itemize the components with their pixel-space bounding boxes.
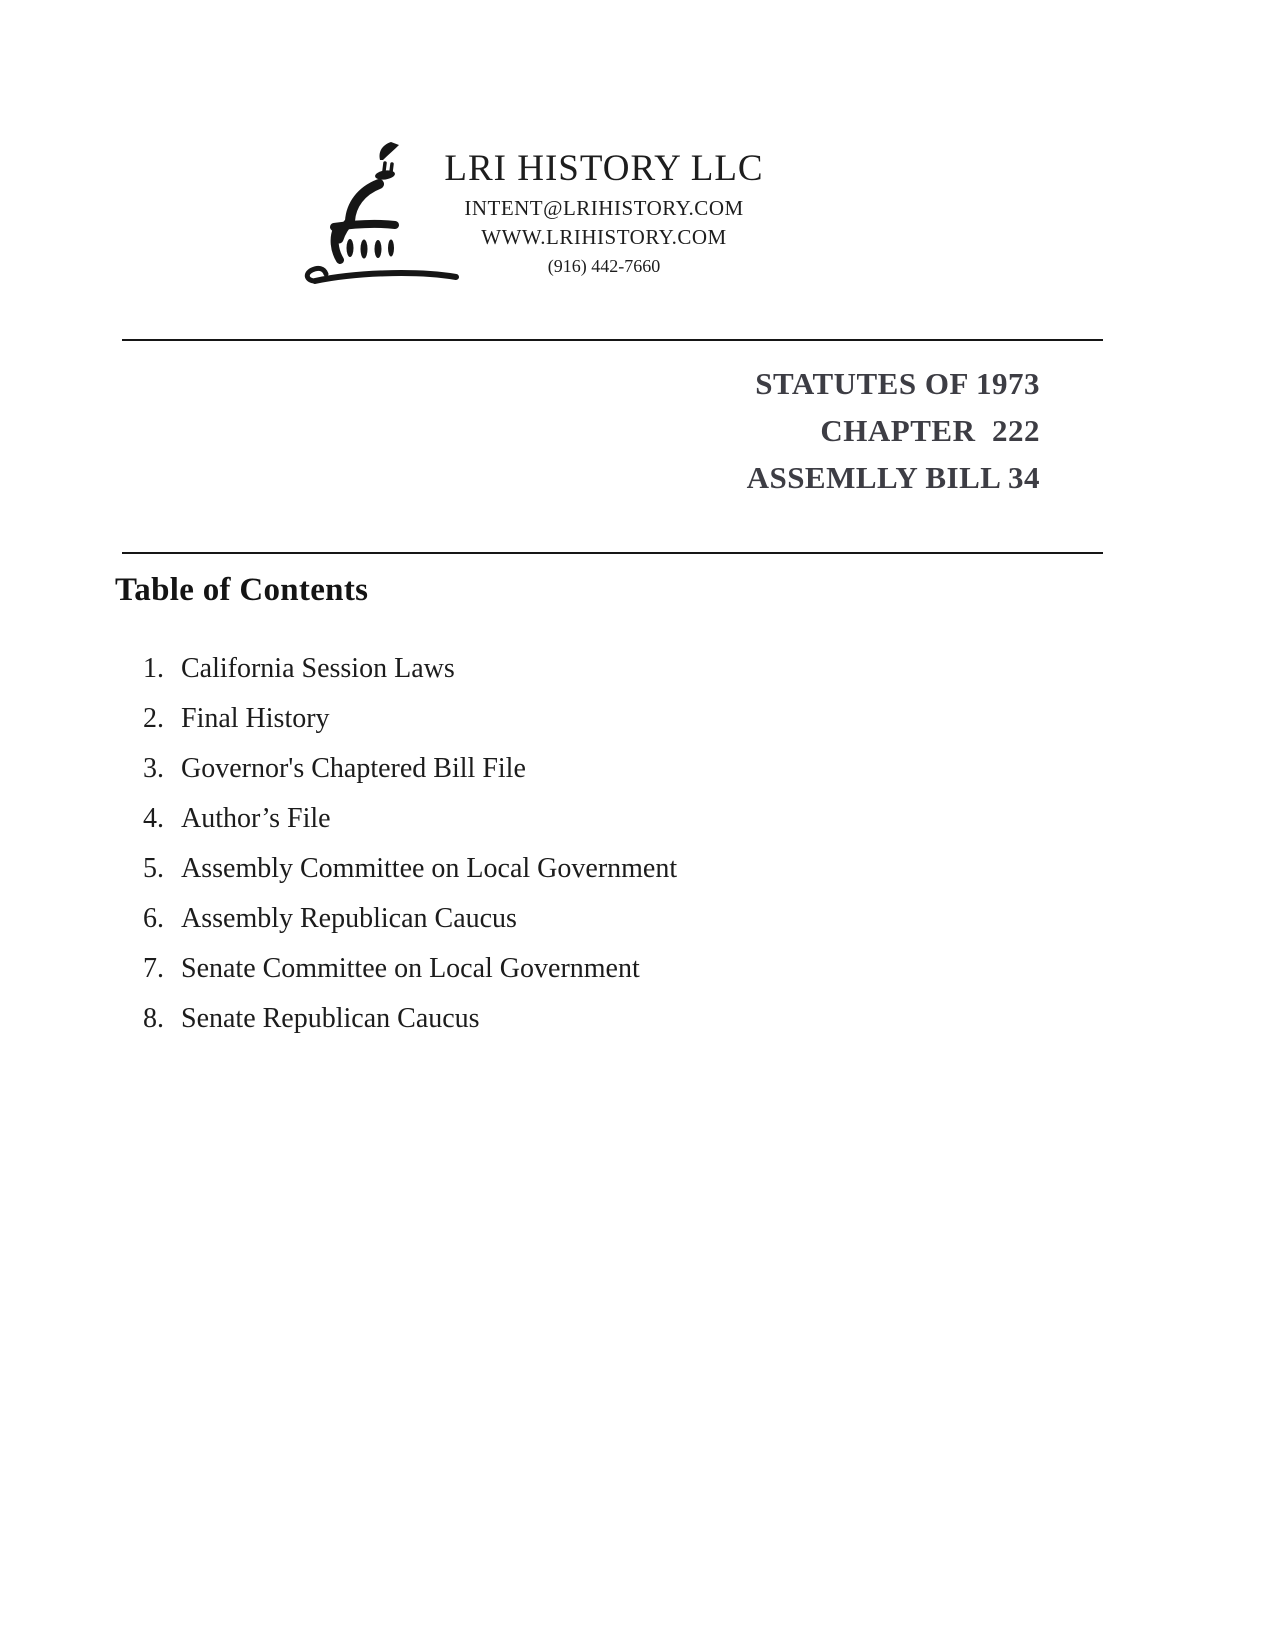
bill-reference bbox=[747, 360, 1040, 501]
toc-item-label: California Session Laws bbox=[181, 653, 455, 684]
toc-item-label: Author’s File bbox=[181, 803, 331, 834]
toc-item-3 bbox=[143, 752, 677, 785]
company-name: LRI HISTORY LLC bbox=[444, 148, 764, 189]
toc-item-number: 1. bbox=[143, 653, 164, 684]
contact-website: WWW.LRIHISTORY.COM bbox=[481, 225, 727, 249]
toc-item-6 bbox=[143, 902, 677, 935]
bill-reference-chapter: CHAPTER 222 bbox=[820, 413, 1040, 448]
toc-item-label: Senate Committee on Local Government bbox=[181, 953, 640, 984]
toc-item-number: 5. bbox=[143, 853, 164, 884]
toc-item-label: Assembly Committee on Local Government bbox=[181, 853, 678, 884]
toc-heading: Table of Contents bbox=[115, 572, 369, 608]
bill-reference-assembly-bill: ASSEMLLY BILL 34 bbox=[746, 460, 1040, 495]
toc-list bbox=[143, 652, 677, 1052]
toc-item-label: Senate Republican Caucus bbox=[181, 1003, 480, 1034]
contact-email: INTENT@LRIHISTORY.COM bbox=[464, 196, 744, 220]
toc-item-1 bbox=[143, 652, 677, 685]
bill-reference-statutes: STATUTES OF 1973 bbox=[755, 366, 1040, 401]
toc-item-number: 3. bbox=[143, 753, 164, 784]
toc-item-number: 4. bbox=[143, 803, 164, 834]
toc-item-label: Assembly Republican Caucus bbox=[181, 903, 517, 934]
letterhead bbox=[398, 147, 810, 280]
toc-item-4 bbox=[143, 802, 677, 835]
contact-phone: (916) 442-7660 bbox=[547, 256, 661, 276]
divider-top bbox=[122, 339, 1103, 341]
toc-item-number: 2. bbox=[143, 703, 164, 734]
toc-item-8 bbox=[143, 1002, 677, 1035]
toc-item-label: Final History bbox=[181, 703, 330, 734]
toc-item-number: 6. bbox=[143, 903, 164, 934]
toc-item-number: 7. bbox=[143, 953, 164, 984]
toc-item-label: Governor's Chaptered Bill File bbox=[181, 753, 526, 784]
toc-item-7 bbox=[143, 952, 677, 985]
toc-item-5 bbox=[143, 852, 677, 885]
divider-bottom bbox=[122, 552, 1103, 554]
toc-item-2 bbox=[143, 702, 677, 735]
toc-item-number: 8. bbox=[143, 1003, 164, 1034]
